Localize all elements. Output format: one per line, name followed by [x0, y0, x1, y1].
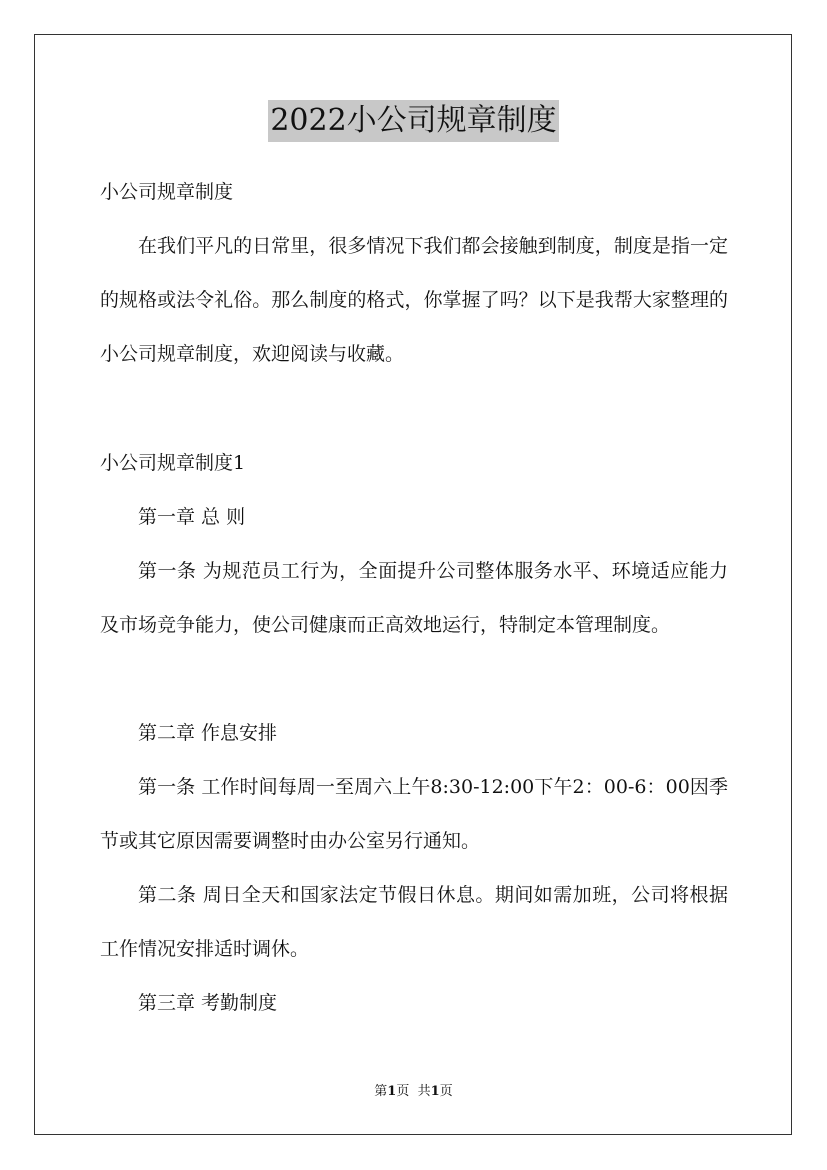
footer-total-suffix: 页 [439, 1084, 453, 1099]
document-subtitle: 小公司规章制度 [100, 181, 234, 203]
footer-total-prefix: 共 [417, 1084, 431, 1099]
document-title: 2022小公司规章制度 [268, 100, 558, 142]
title-container [0, 100, 827, 142]
chapter-heading-general: 第一章 总 则 [138, 506, 246, 528]
page-footer [0, 1082, 827, 1102]
footer-page-suffix: 页 [396, 1084, 410, 1099]
article-paragraph: 第一条 为规范员工行为，全面提升公司整体服务水平、环境适应能力及市场竞争能力，使公司健康而正高效地运行，特制定本管理制度。 [100, 560, 728, 636]
footer-total-pages: 1 [430, 1084, 440, 1099]
article-paragraph: 第二条 周日全天和国家法定节假日休息。期间如需加班，公司将根据工作情况安排适时调休。 [100, 884, 728, 960]
footer-page-number: 1 [387, 1084, 397, 1099]
article-paragraph: 第一条 工作时间每周一至周六上午8:30-12:00下午2：00-6：00因季节或其它原因需要调整时由办公室另行通知。 [100, 776, 728, 852]
footer-page-prefix: 第 [374, 1084, 388, 1099]
section-heading: 小公司规章制度1 [100, 452, 246, 474]
chapter-heading-attendance: 第三章 考勤制度 [138, 992, 278, 1014]
intro-paragraph: 在我们平凡的日常里，很多情况下我们都会接触到制度，制度是指一定的规格或法令礼俗。那么制度的格式，你掌握了吗？以下是我帮大家整理的小公司规章制度，欢迎阅读与收藏。 [100, 235, 728, 365]
chapter-heading-schedule: 第二章 作息安排 [138, 722, 278, 744]
